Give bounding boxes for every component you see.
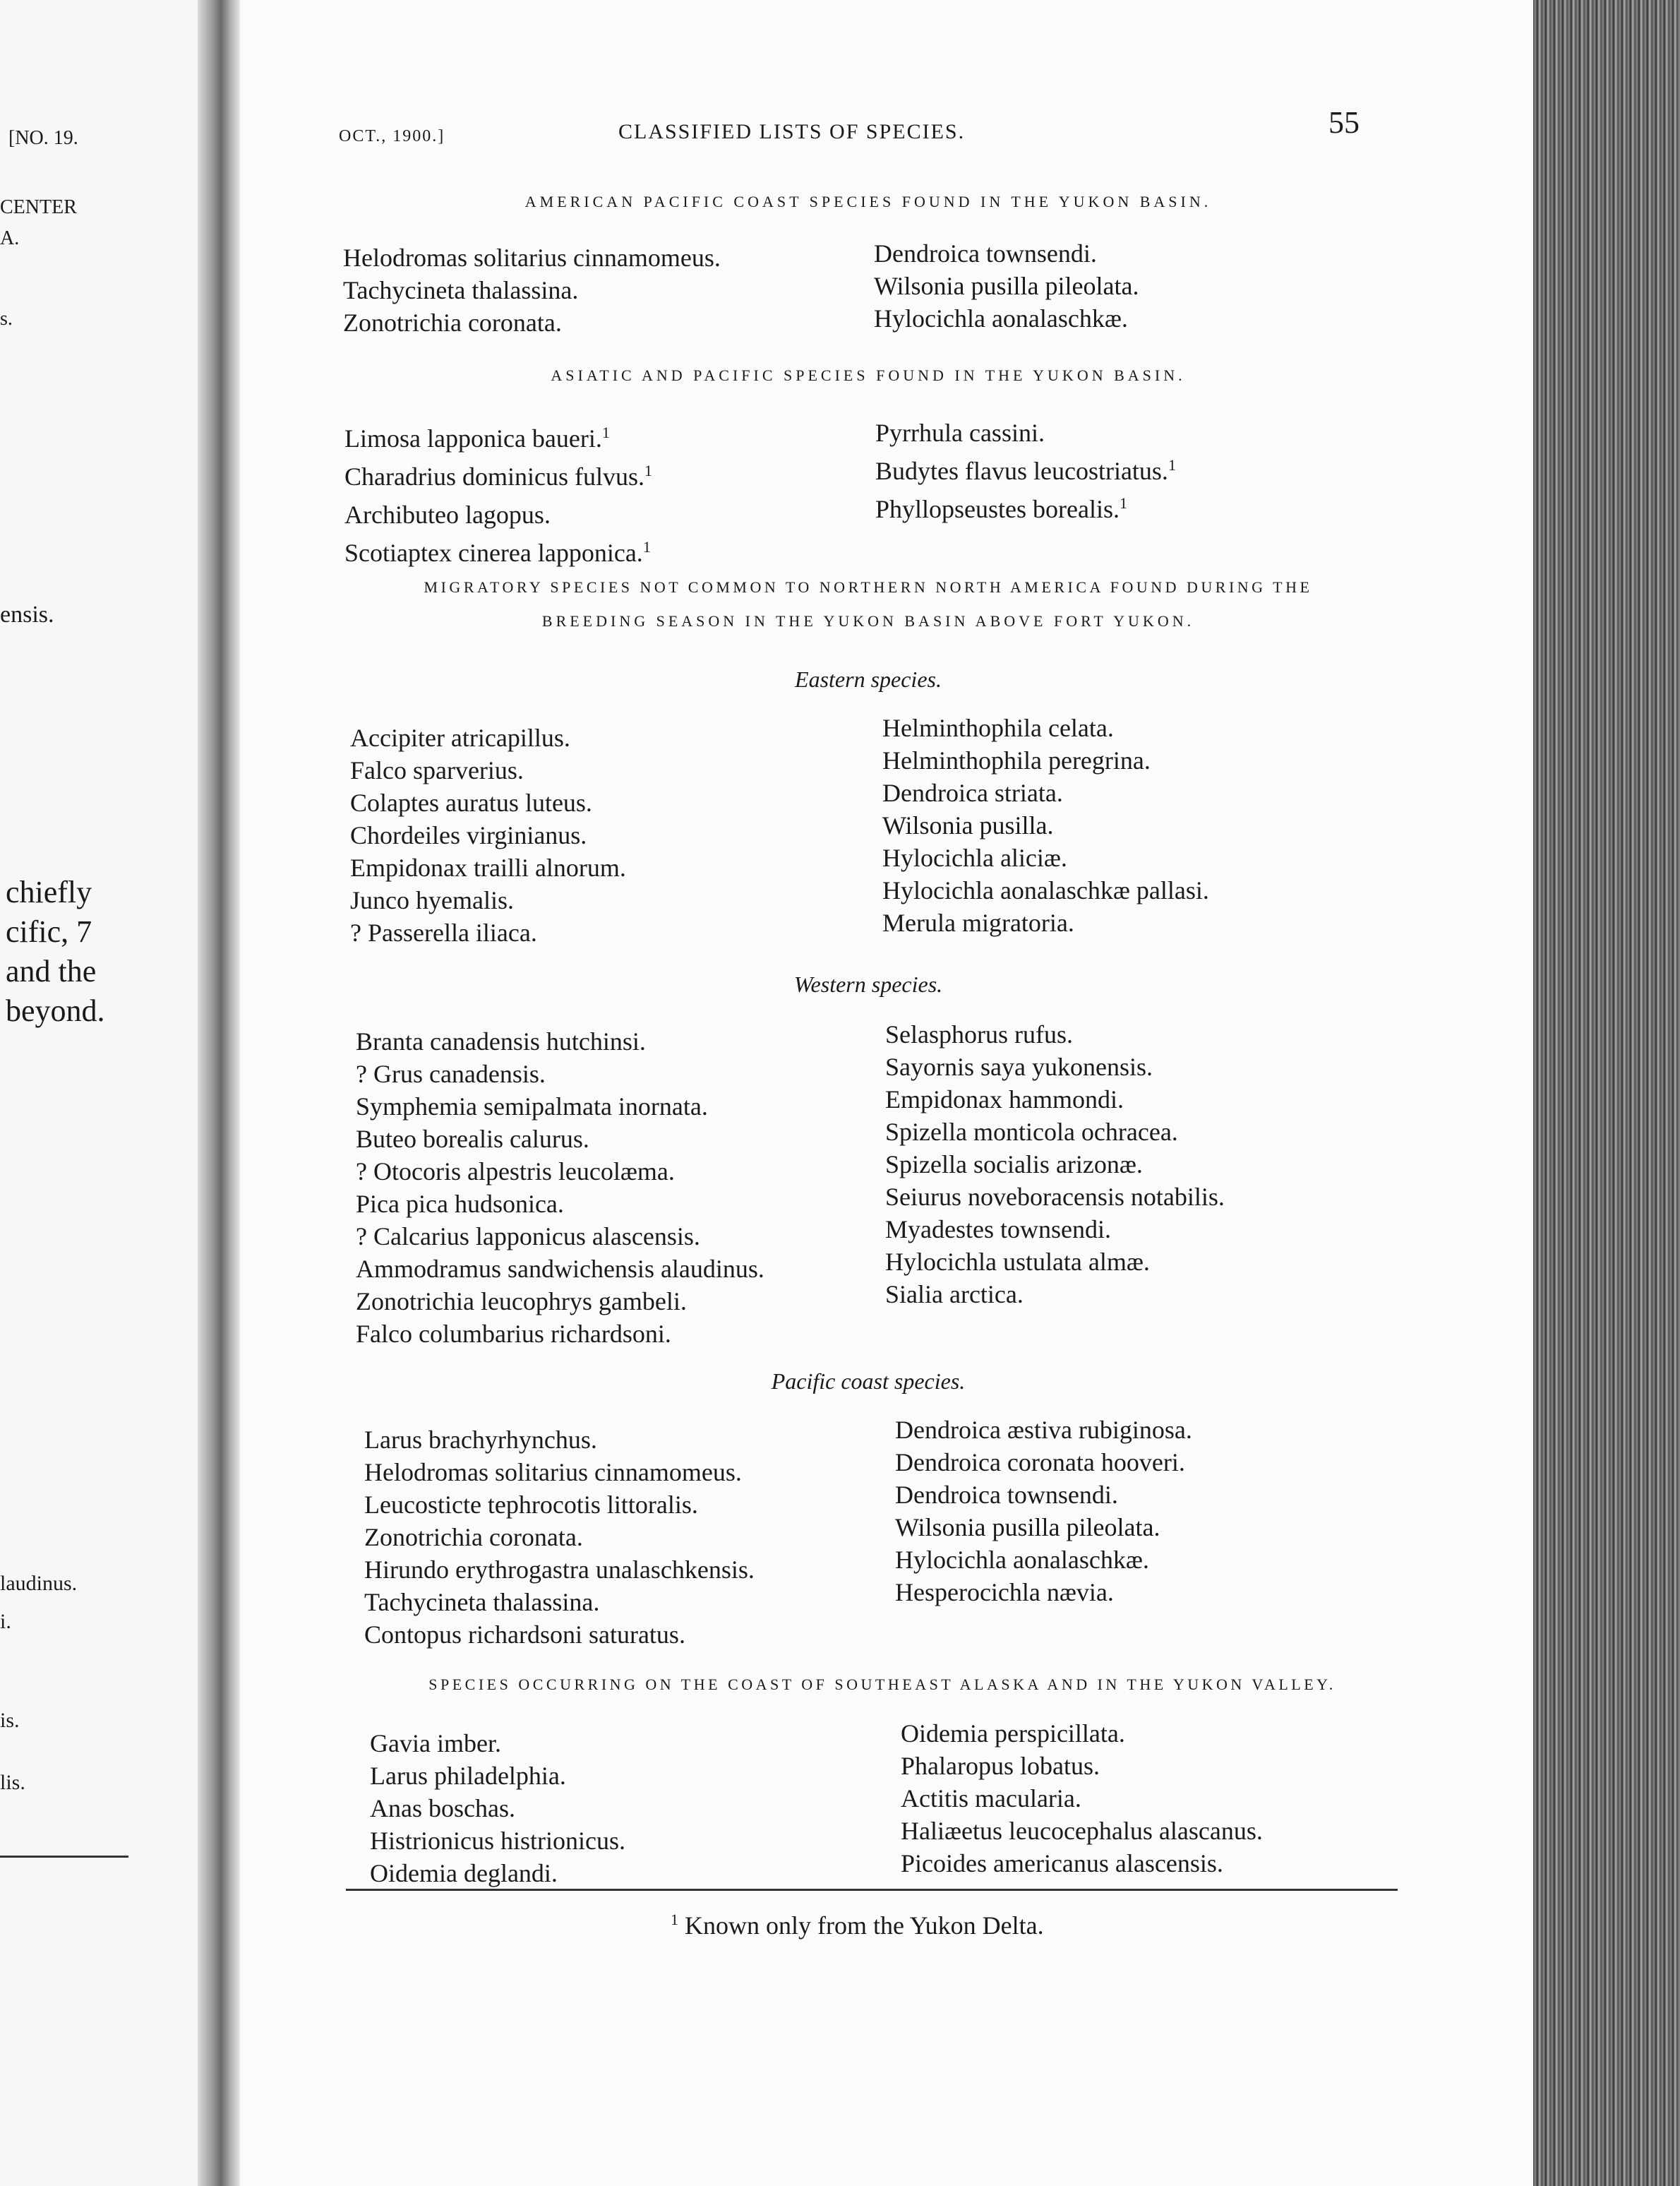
species-item: ? Otocoris alpestris leucolæma. xyxy=(356,1157,675,1185)
species-item: Larus philadelphia. xyxy=(370,1762,566,1790)
facing-page-fragment: beyond. xyxy=(6,993,105,1028)
species-item: Helodromas solitarius cinnamomeus. xyxy=(343,244,721,272)
facing-page-rule xyxy=(0,1856,128,1858)
header-date: OCT., 1900.] xyxy=(339,127,445,145)
species-item: ? Calcarius lapponicus alascensis. xyxy=(356,1222,700,1250)
species-list-left xyxy=(343,241,721,339)
species-item: Scotiaptex cinerea lapponica.$^1$ xyxy=(344,538,651,567)
facing-page-fragment: lis. xyxy=(0,1771,25,1794)
footnote xyxy=(671,1911,1044,1940)
facing-page-fragment: s. xyxy=(0,308,13,330)
facing-page-fragment: laudinus. xyxy=(0,1572,78,1595)
species-item: Merula migratoria. xyxy=(882,909,1074,937)
species-item: Zonotrichia coronata. xyxy=(343,309,562,337)
facing-page-fragment: CENTER xyxy=(0,196,77,218)
facing-page-fragment: and the xyxy=(6,954,97,989)
species-list-right xyxy=(875,411,1176,525)
facing-page-fragment: i. xyxy=(0,1610,11,1633)
footnote-mark: 1 xyxy=(1168,456,1176,474)
species-item: Colaptes auratus luteus. xyxy=(350,789,592,817)
subsection-heading: Eastern species. xyxy=(795,667,942,692)
species-list-left xyxy=(356,1025,764,1350)
species-list-right xyxy=(895,1414,1192,1608)
species-item: Ammodramus sandwichensis alaudinus. xyxy=(356,1255,764,1283)
section-heading: ASIATIC AND PACIFIC SPECIES FOUND IN THE YUKON BASIN. xyxy=(551,366,1186,384)
species-item: Hylocichla aliciæ. xyxy=(882,844,1067,872)
species-item: Zonotrichia coronata. xyxy=(364,1523,583,1551)
species-item: Hylocichla aonalaschkæ pallasi. xyxy=(882,876,1209,904)
species-item: Dendroica coronata hooveri. xyxy=(895,1448,1185,1476)
facing-page-fragment: cific, 7 xyxy=(6,914,92,949)
species-list-left xyxy=(370,1727,625,1889)
species-item: Wilsonia pusilla. xyxy=(882,811,1054,840)
species-item: Pyrrhula cassini. xyxy=(875,419,1045,447)
species-item: Chordeiles virginianus. xyxy=(350,821,587,849)
species-item: Myadestes townsendi. xyxy=(885,1215,1111,1243)
species-item: Falco columbarius richardsoni. xyxy=(356,1320,671,1348)
facing-page-fragment: chiefly xyxy=(6,875,92,909)
species-item: Wilsonia pusilla pileolata. xyxy=(874,272,1139,300)
footnote-mark: 1 xyxy=(671,1911,678,1928)
species-item: Phyllopseustes borealis.$^1$ xyxy=(875,494,1127,523)
footnote-mark: 1 xyxy=(642,538,651,556)
section-heading: SPECIES OCCURRING ON THE COAST OF SOUTHEAST ALASKA AND IN THE YUKON VALLEY. xyxy=(428,1676,1336,1693)
facing-page-fragment: [NO. 19. xyxy=(8,127,78,149)
section-heading-continued: BREEDING SEASON IN THE YUKON BASIN ABOVE FORT YUKON. xyxy=(541,612,1195,630)
footnote-mark: 1 xyxy=(1119,494,1127,512)
footnote-mark: 1 xyxy=(601,424,610,441)
species-item: Hesperocichla nævia. xyxy=(895,1578,1114,1606)
footnote-rule xyxy=(346,1889,1398,1891)
species-item: Leucosticte tephrocotis littoralis. xyxy=(364,1491,698,1519)
section-heading: AMERICAN PACIFIC COAST SPECIES FOUND IN THE YUKON BASIN. xyxy=(524,193,1212,210)
book-gutter xyxy=(198,0,240,2186)
species-item: Helminthophila celata. xyxy=(882,714,1114,742)
section-heading: MIGRATORY SPECIES NOT COMMON TO NORTHERN NORTH AMERICA FOUND DURING THE xyxy=(424,578,1313,596)
species-list-left xyxy=(350,722,626,949)
species-item: Sialia arctica. xyxy=(885,1280,1024,1308)
species-list-right xyxy=(885,1018,1225,1310)
species-item: Actitis macularia. xyxy=(901,1784,1081,1812)
species-item: Gavia imber. xyxy=(370,1729,501,1757)
subsection-heading: Pacific coast species. xyxy=(771,1368,966,1394)
species-list-right xyxy=(874,237,1139,335)
species-item: Larus brachyrhynchus. xyxy=(364,1426,597,1454)
species-item: Spizella monticola ochracea. xyxy=(885,1118,1178,1146)
facing-page-fragment: is. xyxy=(0,1709,20,1732)
species-item: Symphemia semipalmata inornata. xyxy=(356,1092,708,1121)
species-item: Oidemia perspicillata. xyxy=(901,1719,1125,1748)
species-item: Dendroica townsendi. xyxy=(895,1481,1118,1509)
species-list-left xyxy=(344,417,652,569)
species-item: Dendroica striata. xyxy=(882,779,1063,807)
species-item: Pica pica hudsonica. xyxy=(356,1190,564,1218)
species-item: Seiurus noveboracensis notabilis. xyxy=(885,1183,1225,1211)
species-item: Anas boschas. xyxy=(370,1794,515,1822)
species-item: Empidonax hammondi. xyxy=(885,1085,1124,1113)
facing-page-fragment: A. xyxy=(0,227,20,249)
species-item: Limosa lapponica baueri.$^1$ xyxy=(344,424,610,453)
species-item: Hylocichla ustulata almæ. xyxy=(885,1248,1150,1276)
species-list-left xyxy=(364,1423,755,1651)
page-edges xyxy=(1533,0,1680,2186)
species-item: Falco sparverius. xyxy=(350,756,524,784)
species-item: Oidemia deglandi. xyxy=(370,1859,558,1887)
species-item: Wilsonia pusilla pileolata. xyxy=(895,1513,1160,1541)
subsection-heading: Western species. xyxy=(793,972,943,997)
species-item: Spizella socialis arizonæ. xyxy=(885,1150,1143,1178)
species-item: Accipiter atricapillus. xyxy=(350,724,570,752)
species-item: ? Passerella iliaca. xyxy=(350,919,537,947)
footnote-mark: 1 xyxy=(644,462,652,479)
species-item: Helodromas solitarius cinnamomeus. xyxy=(364,1458,742,1486)
page-number: 55 xyxy=(1328,105,1360,140)
species-item: Hirundo erythrogastra unalaschkensis. xyxy=(364,1555,755,1584)
species-item: Sayornis saya yukonensis. xyxy=(885,1053,1153,1081)
species-item: Archibuteo lagopus. xyxy=(344,501,551,529)
species-item: Contopus richardsoni saturatus. xyxy=(364,1620,685,1649)
species-item: Phalaropus lobatus. xyxy=(901,1752,1100,1780)
species-item: Histrionicus histrionicus. xyxy=(370,1827,625,1855)
species-item: Zonotrichia leucophrys gambeli. xyxy=(356,1287,687,1315)
species-item: Junco hyemalis. xyxy=(350,886,514,914)
facing-page-fragment: ensis. xyxy=(0,602,54,628)
species-item: Dendroica townsendi. xyxy=(874,239,1097,268)
species-list-right xyxy=(882,712,1209,939)
species-item: Tachycineta thalassina. xyxy=(343,276,579,304)
footnote-text: Known only from the Yukon Delta. xyxy=(685,1911,1044,1940)
species-item: Helminthophila peregrina. xyxy=(882,746,1151,775)
species-item: Budytes flavus leucostriatus.$^1$ xyxy=(875,456,1176,485)
species-item: Hylocichla aonalaschkæ. xyxy=(895,1546,1149,1574)
species-item: Hylocichla aonalaschkæ. xyxy=(874,304,1128,333)
species-item: Buteo borealis calurus. xyxy=(356,1125,589,1153)
facing-page xyxy=(0,0,206,2186)
species-item: ? Grus canadensis. xyxy=(356,1060,546,1088)
species-item: Branta canadensis hutchinsi. xyxy=(356,1027,646,1056)
species-item: Selasphorus rufus. xyxy=(885,1020,1073,1049)
species-list-right xyxy=(901,1717,1263,1880)
species-item: Tachycineta thalassina. xyxy=(364,1588,600,1616)
species-item: Dendroica æstiva rubiginosa. xyxy=(895,1416,1192,1444)
species-item: Charadrius dominicus fulvus.$^1$ xyxy=(344,462,652,491)
page-title: CLASSIFIED LISTS OF SPECIES. xyxy=(618,120,966,143)
species-item: Haliæetus leucocephalus alascanus. xyxy=(901,1817,1263,1845)
species-item: Empidonax trailli alnorum. xyxy=(350,854,626,882)
species-item: Picoides americanus alascensis. xyxy=(901,1849,1223,1877)
